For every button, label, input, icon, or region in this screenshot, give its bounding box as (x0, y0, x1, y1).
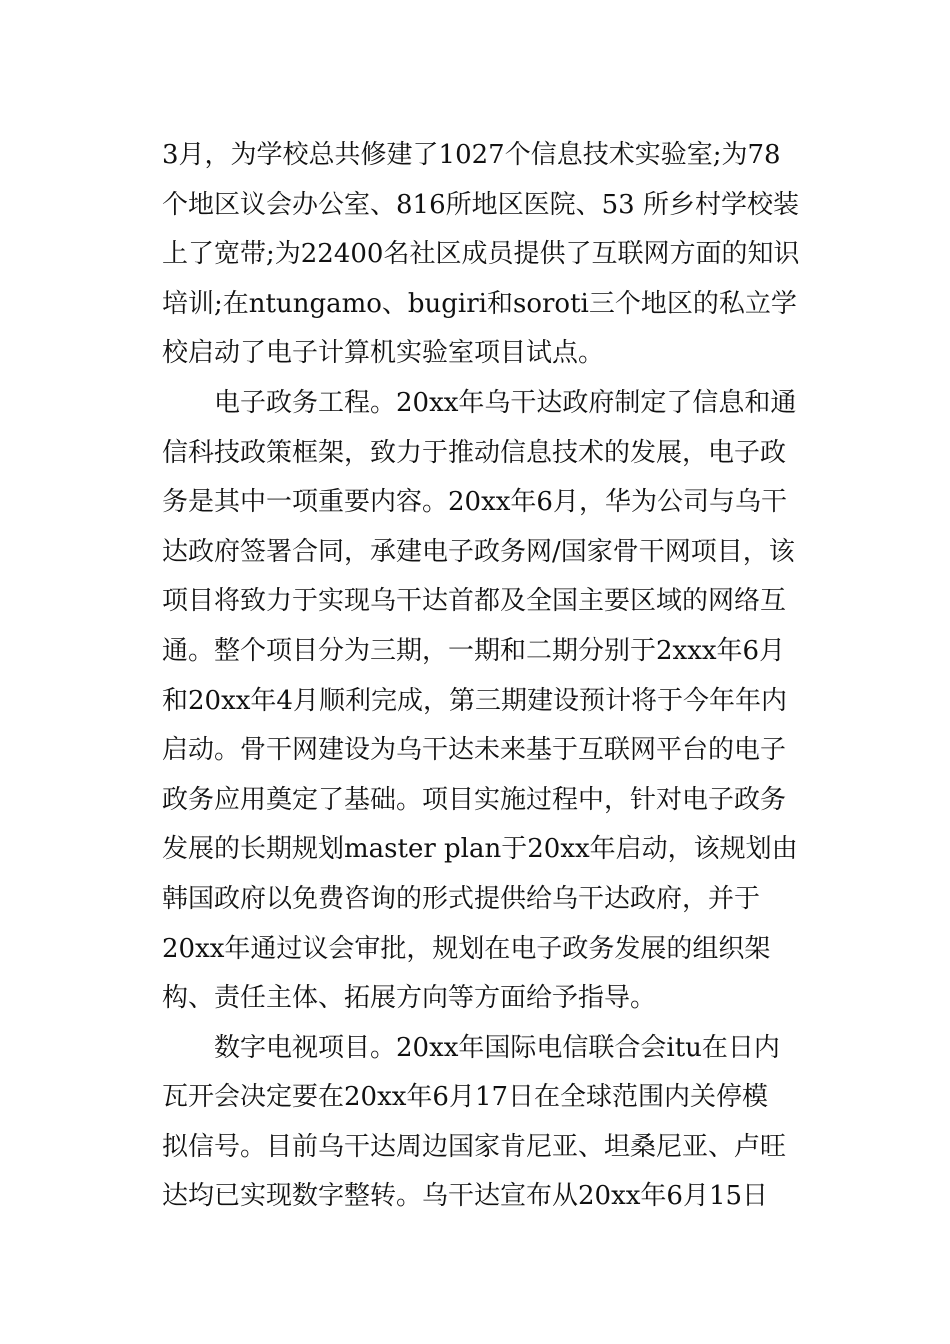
text-line: 个地区议会办公室、816所地区医院、53 所乡村学校装 (162, 189, 799, 220)
text-line: 务是其中一项重要内容。20xx年6月，华为公司与乌干 (162, 487, 787, 518)
body-text (162, 131, 802, 1222)
text-line: 电子政务工程。20xx年乌干达政府制定了信息和通 (214, 387, 797, 418)
text-line: 信科技政策框架，致力于推动信息技术的发展，电子政 (162, 437, 787, 468)
text-line: 发展的长期规划master plan于20xx年启动，该规划由 (162, 834, 798, 865)
text-line: 3月，为学校总共修建了1027个信息技术实验室;为78 (162, 140, 781, 170)
paragraph (162, 131, 802, 379)
text-line: 和20xx年4月顺利完成，第三期建设预计将于今年年内 (162, 685, 787, 716)
text-line: 构、责任主体、拓展方向等方面给予指导。 (162, 983, 657, 1014)
paragraph (162, 379, 802, 1024)
text-line: 通。整个项目分为三期，一期和二期分别于2xxx年6月 (162, 635, 786, 666)
text-line: 达均已实现数字整转。乌干达宣布从20xx年6月15日 (162, 1181, 769, 1212)
text-line: 瓦开会决定要在20xx年6月17日在全球范围内关停模 (162, 1082, 769, 1113)
text-line: 政务应用奠定了基础。项目实施过程中，针对电子政务 (162, 784, 787, 815)
text-line: 达政府签署合同，承建电子政务网/国家骨干网项目，该 (162, 536, 795, 567)
text-line: 项目将致力于实现乌干达首都及全国主要区域的网络互 (162, 586, 787, 617)
paragraph (162, 1024, 802, 1222)
text-line: 校启动了电子计算机实验室项目试点。 (162, 338, 605, 369)
text-line: 韩国政府以免费咨询的形式提供给乌干达政府，并于 (162, 883, 761, 914)
text-line: 数字电视项目。20xx年国际电信联合会itu在日内 (214, 1032, 780, 1063)
text-line: 20xx年通过议会审批，规划在电子政务发展的组织架 (162, 933, 771, 964)
text-line: 拟信号。目前乌干达周边国家肯尼亚、坦桑尼亚、卢旺 (162, 1131, 787, 1162)
text-line: 培训;在ntungamo、bugiri和soroti三个地区的私立学 (162, 288, 797, 319)
text-line: 上了宽带;为22400名社区成员提供了互联网方面的知识 (162, 239, 800, 270)
text-line: 启动。骨干网建设为乌干达未来基于互联网平台的电子 (162, 735, 787, 766)
